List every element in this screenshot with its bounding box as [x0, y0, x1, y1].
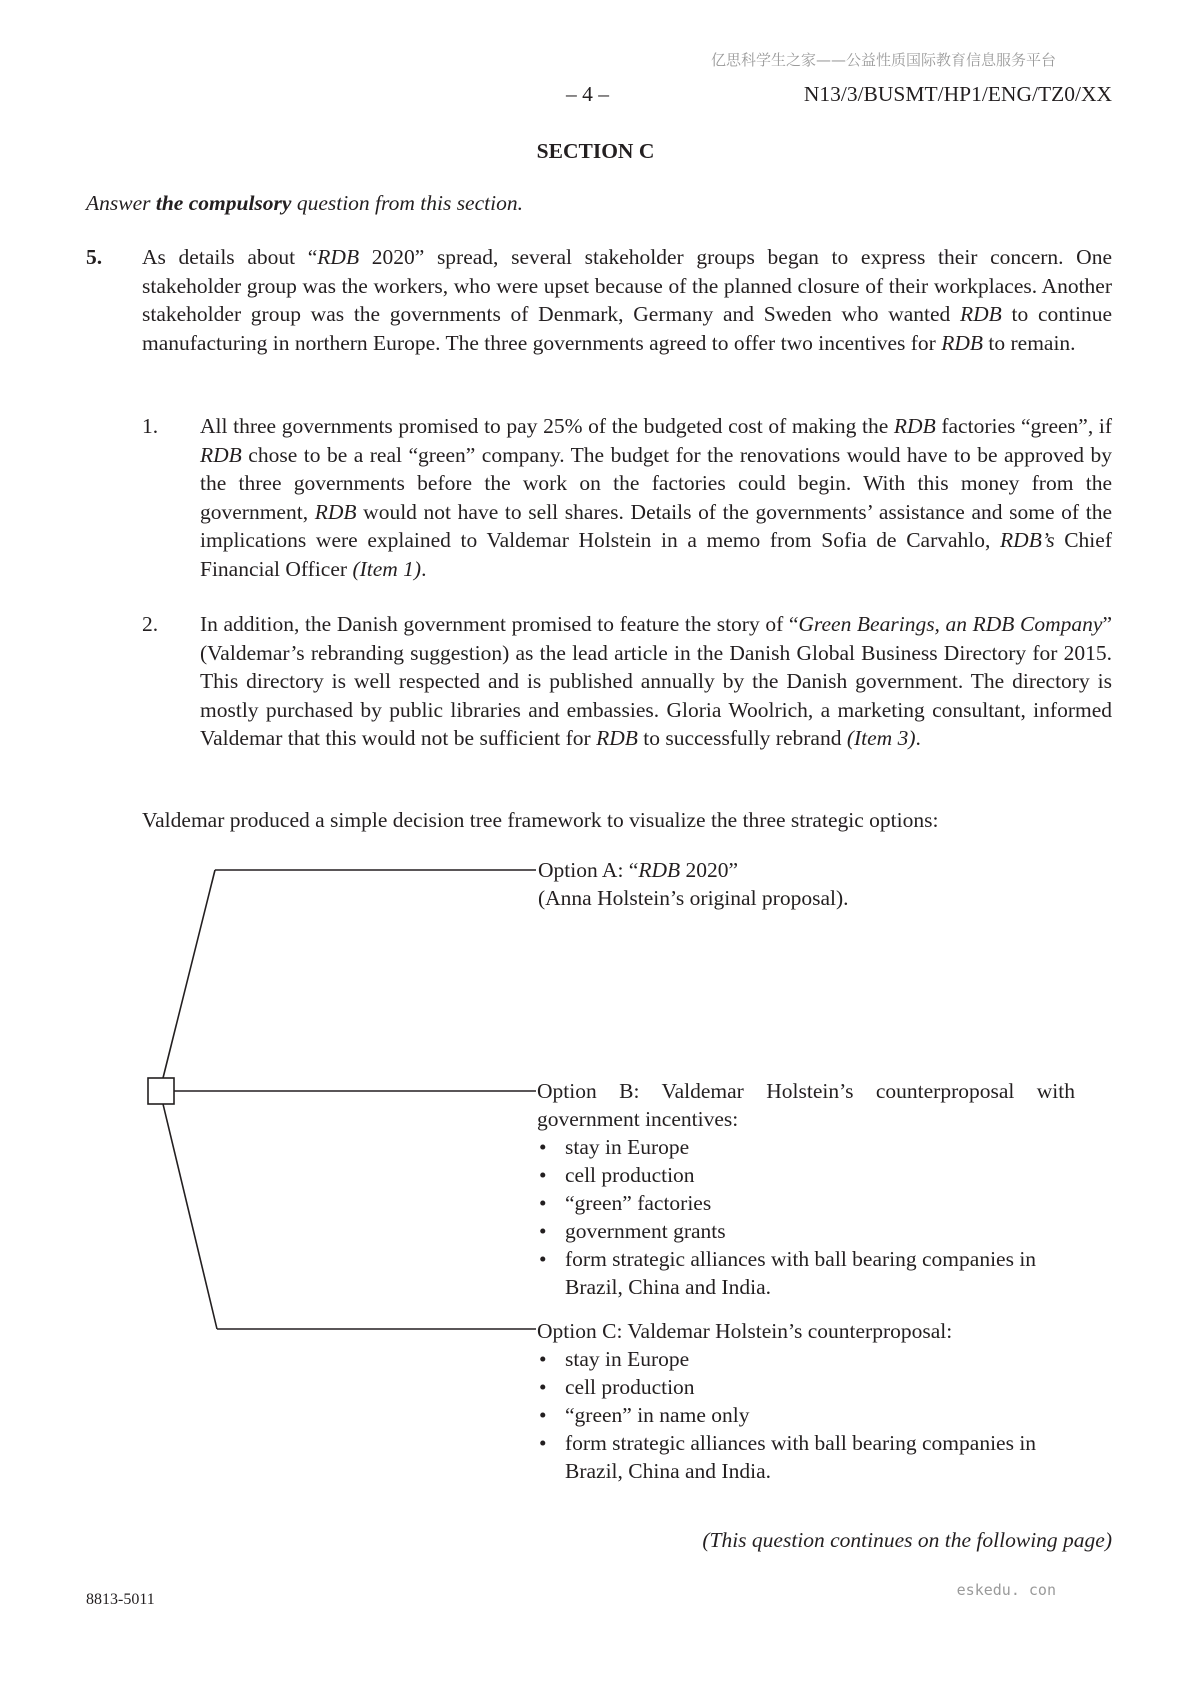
branch-a-diagonal: [163, 870, 215, 1078]
italic-run: Green Bearings, an RDB Company: [798, 612, 1103, 636]
text-run: to successfully rebrand: [637, 726, 847, 750]
italic-run: RDB: [960, 302, 1002, 326]
text-run: to remain.: [983, 330, 1076, 355]
option-a-post: 2020”: [680, 858, 739, 882]
decision-tree-intro: Valdemar produced a simple decision tree framework to visualize the three strategic options:: [142, 808, 939, 832]
italic-run: (Item 3): [846, 726, 916, 750]
option-b-bullet: • form strategic alliances with ball bearing companies in Brazil, China and India.: [537, 1245, 1075, 1301]
italic-run: RDB: [317, 245, 360, 269]
continues-note: (This question continues on the following page): [702, 1528, 1112, 1552]
italic-run: RDB: [596, 726, 638, 750]
option-b-bullet: • stay in Europe: [537, 1133, 1075, 1161]
option-a-italic: RDB: [638, 858, 681, 882]
instruction-post: question from this section.: [291, 191, 523, 215]
item-2-number: 2.: [142, 612, 159, 636]
decision-node-square: [148, 1078, 174, 1104]
option-c-bullet: • stay in Europe: [537, 1345, 1077, 1373]
watermark-header: 亿思科学生之家——公益性质国际教育信息服务平台: [710, 51, 1056, 69]
text-run: to continue manufacturing in northern Europe. The three governments agreed to offer two incentives for: [142, 302, 1112, 355]
option-a-pre: Option A: “: [538, 858, 639, 882]
text-run: All three governments promised to pay 25% of the budgeted cost of making the: [200, 414, 894, 438]
option-c-bullets: [537, 1345, 1077, 1485]
option-b-bullets: [537, 1133, 1075, 1301]
option-a-title: [538, 856, 849, 884]
item-1-number: 1.: [142, 414, 159, 438]
italic-run: RDB: [314, 499, 357, 524]
option-c-bullet: • cell production: [537, 1373, 1077, 1401]
text-run: factories “green”, if: [935, 414, 1112, 438]
option-c-bullet: • “green” in name only: [537, 1401, 1077, 1429]
option-b: [537, 1077, 1075, 1301]
option-c-heading: Option C: Valdemar Holstein’s counterproposal:: [537, 1319, 953, 1343]
watermark-footer: eskedu. con: [956, 1581, 1056, 1599]
paper-code: N13/3/BUSMT/HP1/ENG/TZ0/XX: [803, 82, 1112, 106]
option-a-subtitle: (Anna Holstein’s original proposal).: [538, 886, 849, 910]
option-a: [538, 856, 849, 912]
text-run: chose to be a real “green” company. The budget for the renovations would have to be approved by the three governments before the work on the factories could begin. With this money from the government,: [200, 442, 1112, 524]
instruction-bold: the compulsory: [155, 191, 292, 215]
italic-run: RDB: [893, 414, 936, 438]
option-b-bullet: • government grants: [537, 1217, 1075, 1245]
italic-run: RDB’s: [1000, 528, 1055, 552]
text-run: would not have to sell shares. Details of the governments’ assistance and some of the implications were explained to Valdemar Holstein in a memo from Sofia de Carvahlo,: [200, 499, 1112, 552]
text-run: In addition, the Danish government promised to feature the story of “: [200, 612, 799, 636]
branch-c-diagonal: [163, 1104, 217, 1329]
question-number: 5.: [86, 245, 103, 269]
text-run: 2020” spread, several stakeholder groups began to express their concern. One stakeholder group was the workers, who were upset because of the planned closure of their workplaces. Another stakeholder group was the governments of Denmark, Germany and Sweden who wanted: [142, 245, 1112, 326]
text-run: .: [421, 556, 427, 581]
text-run: As details about “: [142, 245, 318, 269]
italic-run: RDB: [200, 442, 242, 467]
italic-run: (Item 1): [352, 556, 422, 581]
option-b-heading: Option B: Valdemar Holstein’s counterproposal with government incentives:: [537, 1079, 1075, 1131]
instruction-pre: Answer: [86, 191, 156, 215]
section-title: SECTION C: [536, 139, 655, 163]
option-b-bullet: • cell production: [537, 1161, 1075, 1189]
italic-run: RDB: [941, 330, 984, 355]
option-b-bullet: • “green” factories: [537, 1189, 1075, 1217]
option-c: [537, 1317, 1077, 1485]
text-run: Chief Financial Officer: [200, 528, 1112, 581]
text-run: ” (Valdemar’s rebranding suggestion) as the lead article in the Danish Global Business Directory for 2015. This directory is well respected and is published annually by the Danish government. The directory is mostly purchased by public libraries and embassies. Gloria Woolrich, a marketing consultant, informed Valdemar that this would not be sufficient for: [200, 612, 1112, 750]
exam-code: 8813-5011: [86, 1591, 155, 1608]
text-run: .: [915, 726, 921, 750]
page-number: – 4 –: [566, 82, 609, 106]
option-c-bullet: • form strategic alliances with ball bearing companies in Brazil, China and India.: [537, 1429, 1077, 1485]
